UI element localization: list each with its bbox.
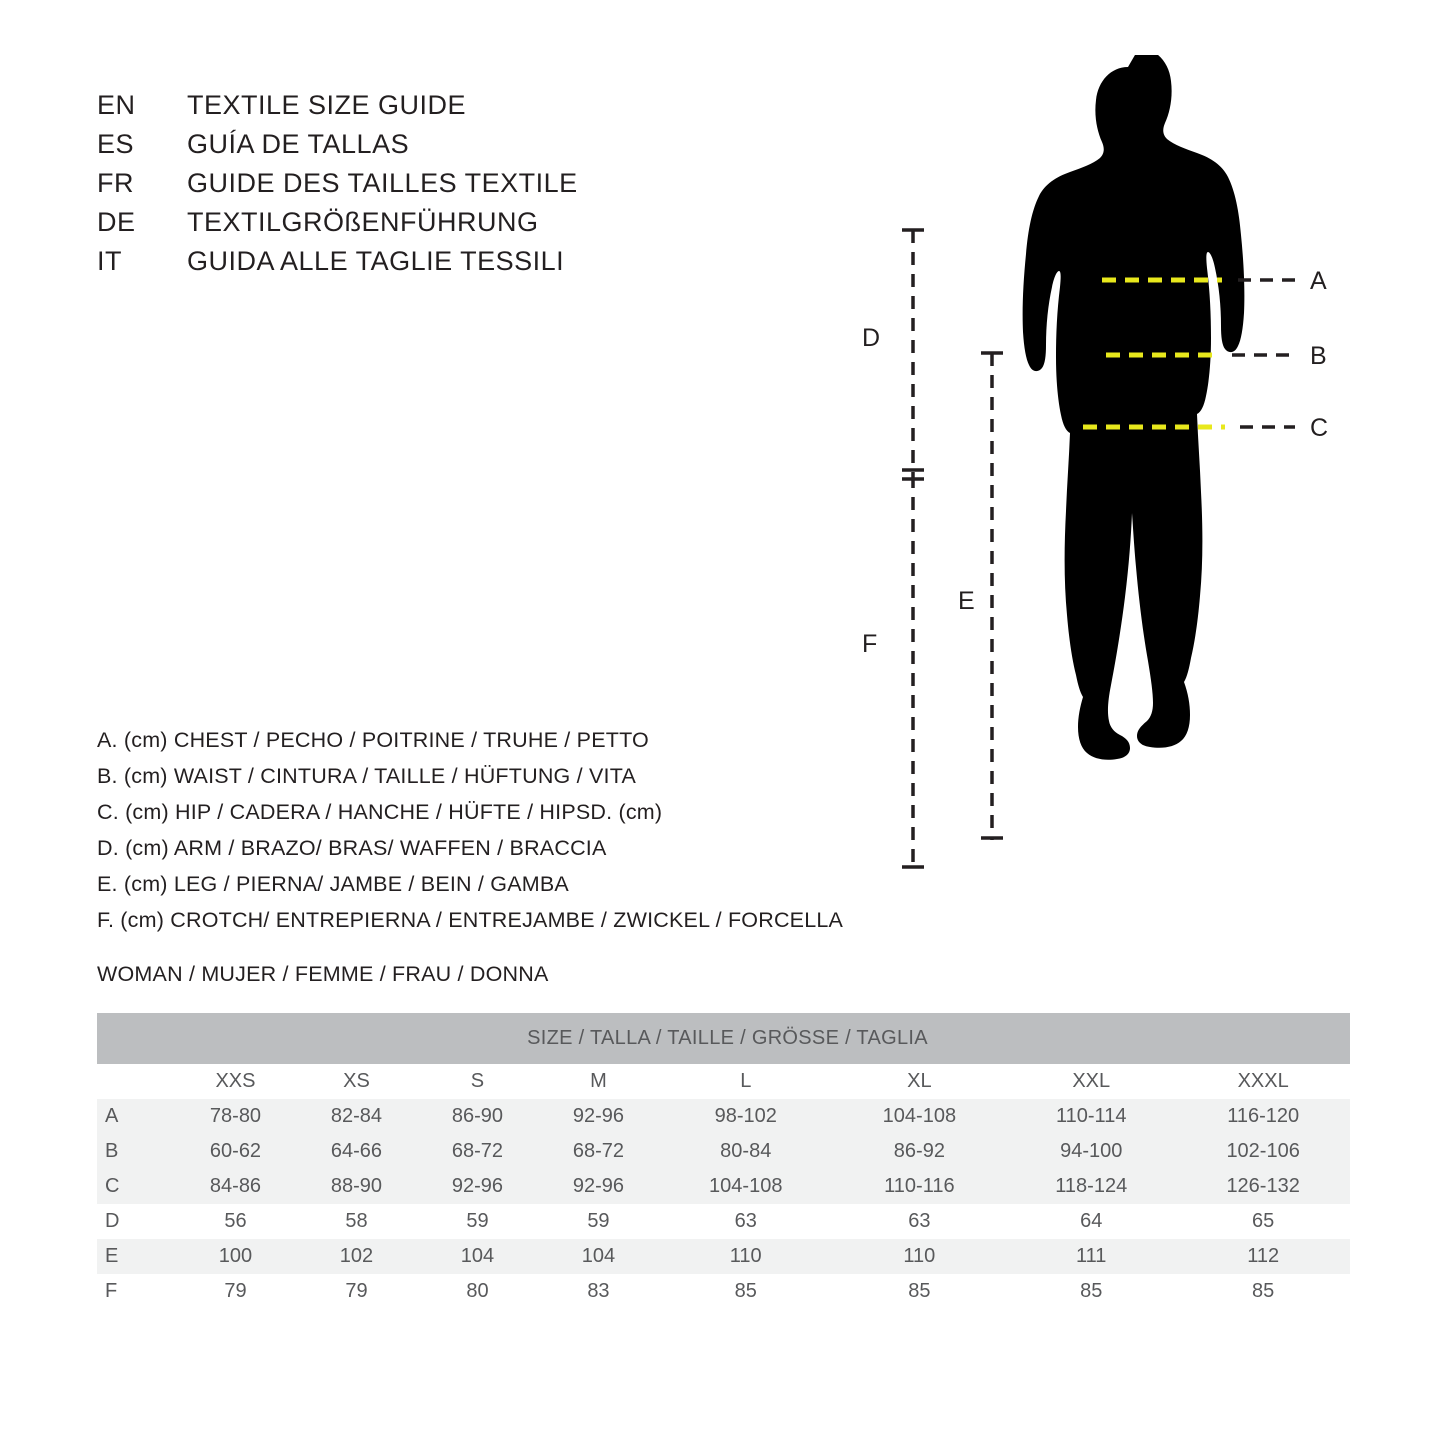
cell-d-xl: 63 bbox=[833, 1204, 1007, 1239]
language-row-de bbox=[97, 207, 717, 246]
language-text-it: GUIDA ALLE TAGLIE TESSILI bbox=[187, 246, 565, 276]
cell-b-m: 68-72 bbox=[538, 1134, 659, 1169]
language-code-de: DE bbox=[97, 207, 136, 237]
cell-a-xl: 104-108 bbox=[833, 1099, 1007, 1134]
cell-e-l: 110 bbox=[659, 1239, 833, 1274]
body-measurement-diagram bbox=[840, 55, 1380, 905]
column-header-xxs: XXS bbox=[175, 1064, 296, 1099]
language-row-es bbox=[97, 129, 717, 168]
language-code-fr: FR bbox=[97, 168, 134, 198]
cell-a-s: 86-90 bbox=[417, 1099, 538, 1134]
cell-b-s: 68-72 bbox=[417, 1134, 538, 1169]
cell-a-xxl: 110-114 bbox=[1006, 1099, 1176, 1134]
row-label-a: A bbox=[97, 1099, 175, 1134]
language-row-fr bbox=[97, 168, 717, 207]
table-row bbox=[97, 1274, 1350, 1309]
language-text-de: TEXTILGRÖßENFÜHRUNG bbox=[187, 207, 539, 237]
cell-e-s: 104 bbox=[417, 1239, 538, 1274]
cell-e-xs: 102 bbox=[296, 1239, 417, 1274]
row-label-c: C bbox=[97, 1169, 175, 1204]
table-row bbox=[97, 1134, 1350, 1169]
cell-e-xxl: 111 bbox=[1006, 1239, 1176, 1274]
row-label-d: D bbox=[97, 1204, 175, 1239]
column-header-xxxl: XXXL bbox=[1176, 1064, 1350, 1099]
cell-f-l: 85 bbox=[659, 1274, 833, 1309]
cell-b-xxs: 60-62 bbox=[175, 1134, 296, 1169]
column-header-xxl: XXL bbox=[1006, 1064, 1176, 1099]
language-text-es: GUÍA DE TALLAS bbox=[187, 129, 410, 159]
cell-d-l: 63 bbox=[659, 1204, 833, 1239]
arm-measure-bracket bbox=[862, 230, 924, 475]
cell-e-xxs: 100 bbox=[175, 1239, 296, 1274]
table-row bbox=[97, 1099, 1350, 1134]
cell-c-m: 92-96 bbox=[538, 1169, 659, 1204]
cell-d-xxl: 64 bbox=[1006, 1204, 1176, 1239]
cell-b-l: 80-84 bbox=[659, 1134, 833, 1169]
cell-f-xxxl: 85 bbox=[1176, 1274, 1350, 1309]
column-header-s: S bbox=[417, 1064, 538, 1099]
language-row-en bbox=[97, 90, 717, 129]
row-label-b: B bbox=[97, 1134, 175, 1169]
cell-f-m: 83 bbox=[538, 1274, 659, 1309]
table-row bbox=[97, 1204, 1350, 1239]
language-title-block bbox=[97, 90, 717, 285]
table-row bbox=[97, 1239, 1350, 1274]
cell-b-xs: 64-66 bbox=[296, 1134, 417, 1169]
language-code-es: ES bbox=[97, 129, 135, 159]
legend-item-b: B. (cm) WAIST / CINTURA / TAILLE / HÜFTUNG / VITA bbox=[97, 764, 636, 788]
legend-item-e: E. (cm) LEG / PIERNA/ JAMBE / BEIN / GAMBA bbox=[97, 872, 569, 896]
table-corner-cell bbox=[97, 1064, 175, 1099]
cell-d-xxxl: 65 bbox=[1176, 1204, 1350, 1239]
language-text-fr: GUIDE DES TAILLES TEXTILE bbox=[187, 168, 578, 198]
size-table bbox=[97, 1013, 1350, 1309]
cell-d-xs: 58 bbox=[296, 1204, 417, 1239]
column-header-xl: XL bbox=[833, 1064, 1007, 1099]
cell-c-xl: 110-116 bbox=[833, 1169, 1007, 1204]
column-header-m: M bbox=[538, 1064, 659, 1099]
cell-c-xxxl: 126-132 bbox=[1176, 1169, 1350, 1204]
crotch-measure-bracket bbox=[862, 475, 924, 870]
column-header-l: L bbox=[659, 1064, 833, 1099]
cell-c-xxs: 84-86 bbox=[175, 1169, 296, 1204]
table-band-row bbox=[97, 1013, 1350, 1064]
cell-a-xxs: 78-80 bbox=[175, 1099, 296, 1134]
cell-b-xxl: 94-100 bbox=[1006, 1134, 1176, 1169]
chest-label: A bbox=[1310, 267, 1327, 295]
woman-silhouette-icon bbox=[1023, 55, 1245, 760]
cell-f-xxs: 79 bbox=[175, 1274, 296, 1309]
column-header-xs: XS bbox=[296, 1064, 417, 1099]
table-header-row bbox=[97, 1064, 1350, 1099]
cell-c-s: 92-96 bbox=[417, 1169, 538, 1204]
waist-label: B bbox=[1310, 342, 1327, 370]
leg-measure-bracket bbox=[958, 353, 1003, 840]
legend-item-c: C. (cm) HIP / CADERA / HANCHE / HÜFTE / HIPSD. (cm) bbox=[97, 800, 663, 824]
language-text-en: TEXTILE SIZE GUIDE bbox=[187, 90, 467, 120]
row-label-f: F bbox=[97, 1274, 175, 1309]
arm-label: D bbox=[862, 324, 881, 352]
cell-f-xl: 85 bbox=[833, 1274, 1007, 1309]
size-table-wrapper bbox=[97, 1013, 1350, 1309]
cell-d-xxs: 56 bbox=[175, 1204, 296, 1239]
table-band-label: SIZE / TALLA / TAILLE / GRÖSSE / TAGLIA bbox=[97, 1013, 1350, 1064]
language-row-it bbox=[97, 246, 717, 285]
cell-d-s: 59 bbox=[417, 1204, 538, 1239]
cell-b-xl: 86-92 bbox=[833, 1134, 1007, 1169]
table-row bbox=[97, 1169, 1350, 1204]
cell-a-l: 98-102 bbox=[659, 1099, 833, 1134]
legend-item-f: F. (cm) CROTCH/ ENTREPIERNA / ENTREJAMBE / ZWICKEL / FORCELLA bbox=[97, 908, 844, 932]
cell-a-m: 92-96 bbox=[538, 1099, 659, 1134]
cell-e-xxxl: 112 bbox=[1176, 1239, 1350, 1274]
cell-c-xxl: 118-124 bbox=[1006, 1169, 1176, 1204]
cell-c-xs: 88-90 bbox=[296, 1169, 417, 1204]
group-label: WOMAN / MUJER / FEMME / FRAU / DONNA bbox=[97, 962, 549, 986]
row-label-e: E bbox=[97, 1239, 175, 1274]
cell-f-s: 80 bbox=[417, 1274, 538, 1309]
cell-c-l: 104-108 bbox=[659, 1169, 833, 1204]
cell-d-m: 59 bbox=[538, 1204, 659, 1239]
hip-label: C bbox=[1310, 414, 1329, 442]
cell-f-xxl: 85 bbox=[1006, 1274, 1176, 1309]
cell-e-xl: 110 bbox=[833, 1239, 1007, 1274]
cell-a-xs: 82-84 bbox=[296, 1099, 417, 1134]
measurement-legend bbox=[97, 722, 897, 938]
cell-e-m: 104 bbox=[538, 1239, 659, 1274]
language-code-en: EN bbox=[97, 90, 136, 120]
legend-item-a: A. (cm) CHEST / PECHO / POITRINE / TRUHE / PETTO bbox=[97, 728, 649, 752]
cell-f-xs: 79 bbox=[296, 1274, 417, 1309]
language-code-it: IT bbox=[97, 246, 122, 276]
cell-a-xxxl: 116-120 bbox=[1176, 1099, 1350, 1134]
leg-label: E bbox=[958, 587, 975, 615]
crotch-label: F bbox=[862, 630, 878, 658]
legend-item-d: D. (cm) ARM / BRAZO/ BRAS/ WAFFEN / BRACCIA bbox=[97, 836, 607, 860]
cell-b-xxxl: 102-106 bbox=[1176, 1134, 1350, 1169]
